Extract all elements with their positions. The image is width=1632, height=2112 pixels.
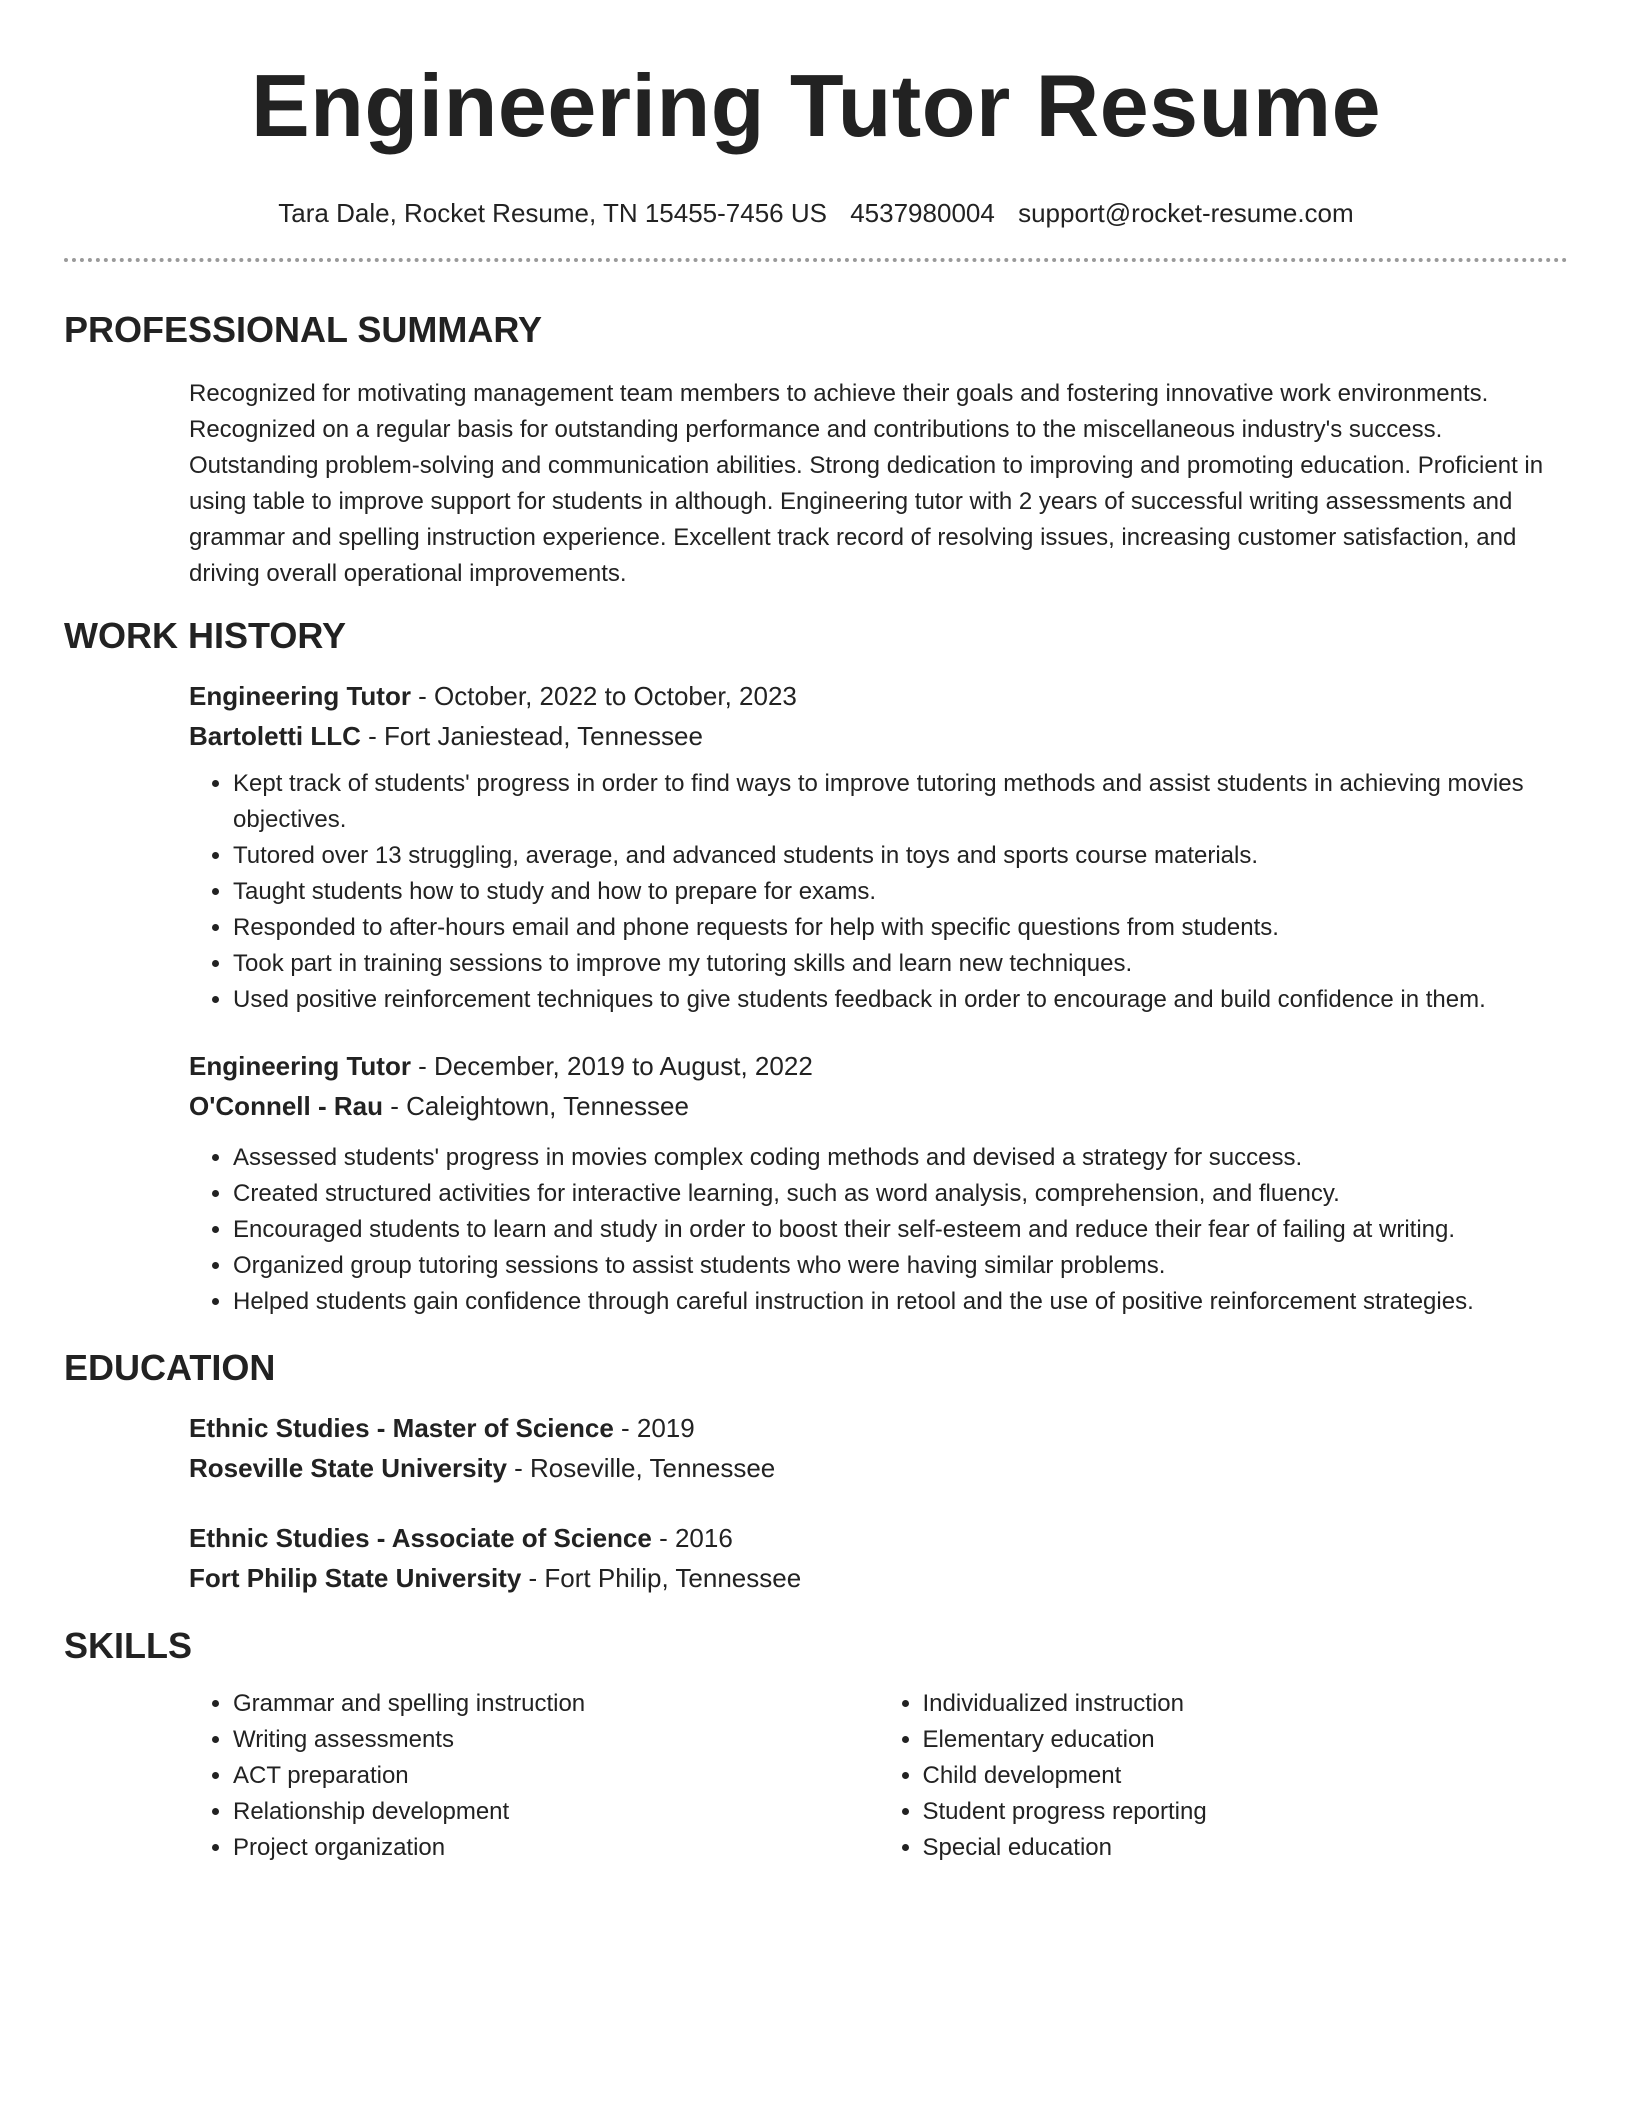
resume-title: Engineering Tutor Resume: [250, 56, 1382, 155]
summary-block: [64, 376, 1568, 592]
section-title-education: EDUCATION: [64, 1347, 276, 1388]
summary-text: Recognized for motivating management team members to achieve their goals and fostering innovative work environments. Recognized on a regular basis for outstanding performance and contributions to the miscellaneous industry's success. Outstanding problem-solving and communication abilities. Strong dedication to improving and promoting education. Proficient in using table to improve support for students in although. Engineering tutor with 2 years of successful writing assessments and grammar and spelling instruction experience. Excellent track record of resolving issues, increasing customer satisfaction, and driving overall operational improvements.: [189, 380, 1544, 587]
skills-block: [64, 1686, 1568, 1866]
list-item: • Assessed students' progress in movies complex coding methods and devised a strategy for success.: [233, 1140, 1568, 1176]
job-bullet-list: [189, 1140, 1568, 1320]
job-title-line: [189, 676, 1568, 716]
job-bullet-list: [189, 766, 1568, 1018]
job-title: Engineering Tutor: [189, 681, 411, 711]
skill-item: • Special education: [923, 1830, 1569, 1866]
list-item: • Kept track of students' progress in order to find ways to improve tutoring methods and assist students in achieving movies objectives.: [233, 766, 1568, 838]
list-item: • Created structured activities for interactive learning, such as word analysis, comprehension, and fluency.: [233, 1176, 1568, 1212]
list-item: • Responded to after-hours email and phone requests for help with specific questions from students.: [233, 910, 1568, 946]
job-dates: - December, 2019 to August, 2022: [410, 1051, 813, 1081]
skill-item: • Student progress reporting: [923, 1794, 1569, 1830]
job-title-line: [189, 1046, 1568, 1086]
list-item: • Taught students how to study and how to prepare for exams.: [233, 874, 1568, 910]
section-title-skills: SKILLS: [64, 1625, 193, 1666]
job-entry: [64, 676, 1568, 1018]
education-school: Roseville State University: [189, 1453, 507, 1483]
education-school: Fort Philip State University: [189, 1563, 522, 1593]
education-location: - Roseville, Tennessee: [506, 1453, 776, 1483]
list-item: • Organized group tutoring sessions to assist students who were having similar problems.: [233, 1248, 1568, 1284]
list-item: • Tutored over 13 struggling, average, and advanced students in toys and sports course materials.: [233, 838, 1568, 874]
contact-line: [64, 196, 1568, 230]
education-degree: Ethnic Studies - Master of Science: [189, 1413, 614, 1443]
job-company-line: [189, 1086, 1568, 1126]
job-company: O'Connell - Rau: [189, 1091, 383, 1121]
skill-item: • Elementary education: [923, 1722, 1569, 1758]
job-title: Engineering Tutor: [189, 1051, 411, 1081]
education-degree-line: [189, 1408, 1568, 1448]
job-location: - Caleightown, Tennessee: [382, 1091, 689, 1121]
list-item: • Took part in training sessions to improve my tutoring skills and learn new techniques.: [233, 946, 1568, 982]
section-title-work-history: WORK HISTORY: [64, 615, 347, 656]
education-degree: Ethnic Studies - Associate of Science: [189, 1523, 652, 1553]
contact-phone: 4537980004: [850, 198, 995, 228]
education-location: - Fort Philip, Tennessee: [521, 1563, 802, 1593]
skill-item: • Writing assessments: [233, 1722, 879, 1758]
education-degree-line: [189, 1518, 1568, 1558]
education-school-line: [189, 1558, 1568, 1598]
job-company: Bartoletti LLC: [189, 721, 361, 751]
skill-item: • Relationship development: [233, 1794, 879, 1830]
education-entry: [64, 1408, 1568, 1488]
skill-item: • Grammar and spelling instruction: [233, 1686, 879, 1722]
skills-list-left: [189, 1686, 879, 1866]
education-year: - 2019: [613, 1413, 695, 1443]
skill-item: • Child development: [923, 1758, 1569, 1794]
list-item: • Encouraged students to learn and study in order to boost their self-esteem and reduce their fear of failing at writing.: [233, 1212, 1568, 1248]
contact-email: support@rocket-resume.com: [1018, 198, 1354, 228]
job-entry: [64, 1046, 1568, 1320]
contact-address: Tara Dale, Rocket Resume, TN 15455-7456 US: [278, 198, 827, 228]
list-item: • Used positive reinforcement techniques to give students feedback in order to encourage and build confidence in them.: [233, 982, 1568, 1018]
section-title-summary: PROFESSIONAL SUMMARY: [64, 309, 543, 350]
education-school-line: [189, 1448, 1568, 1488]
job-dates: - October, 2022 to October, 2023: [410, 681, 797, 711]
list-item: • Helped students gain confidence through careful instruction in retool and the use of positive reinforcement strategies.: [233, 1284, 1568, 1320]
skill-item: • Individualized instruction: [923, 1686, 1569, 1722]
education-year: - 2016: [651, 1523, 733, 1553]
header-divider: [64, 258, 1568, 262]
job-company-line: [189, 716, 1568, 756]
education-entry: [64, 1518, 1568, 1598]
skill-item: • Project organization: [233, 1830, 879, 1866]
job-location: - Fort Janiestead, Tennessee: [360, 721, 703, 751]
skill-item: • ACT preparation: [233, 1758, 879, 1794]
skills-list-right: [879, 1686, 1569, 1866]
